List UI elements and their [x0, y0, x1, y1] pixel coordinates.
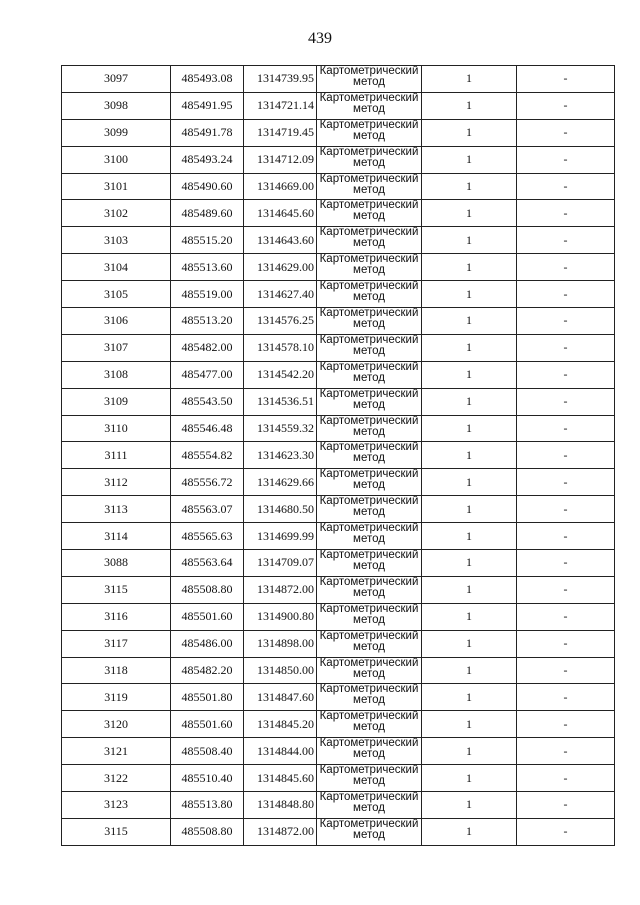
- x-coordinate-cell: 485554.82: [171, 442, 244, 469]
- point-number-cell: 3104: [62, 254, 171, 281]
- accuracy-cell: 1: [422, 388, 517, 415]
- table-row: [62, 334, 615, 361]
- accuracy-cell: 1: [422, 684, 517, 711]
- x-coordinate-cell: 485493.08: [171, 66, 244, 93]
- method-cell: Картометрический метод: [317, 146, 422, 173]
- accuracy-cell: 1: [422, 254, 517, 281]
- accuracy-cell: 1: [422, 119, 517, 146]
- accuracy-cell: 1: [422, 765, 517, 792]
- point-number-cell: 3114: [62, 523, 171, 550]
- point-number-cell: 3108: [62, 361, 171, 388]
- accuracy-cell: 1: [422, 630, 517, 657]
- method-cell: Картометрический метод: [317, 200, 422, 227]
- method-cell: Картометрический метод: [317, 657, 422, 684]
- x-coordinate-cell: 485513.20: [171, 308, 244, 335]
- x-coordinate-cell: 485513.60: [171, 254, 244, 281]
- x-coordinate-cell: 485508.80: [171, 576, 244, 603]
- table-row: [62, 711, 615, 738]
- page-number: 439: [308, 30, 332, 47]
- y-coordinate-cell: 1314680.50: [244, 496, 317, 523]
- point-number-cell: 3120: [62, 711, 171, 738]
- accuracy-cell: 1: [422, 792, 517, 819]
- y-coordinate-cell: 1314721.14: [244, 92, 317, 119]
- description-cell: -: [517, 361, 615, 388]
- x-coordinate-cell: 485543.50: [171, 388, 244, 415]
- table-row: [62, 254, 615, 281]
- table-row: [62, 792, 615, 819]
- table-row: [62, 415, 615, 442]
- coordinates-table-body: [62, 66, 615, 846]
- accuracy-cell: 1: [422, 576, 517, 603]
- y-coordinate-cell: 1314712.09: [244, 146, 317, 173]
- method-cell: Картометрический метод: [317, 415, 422, 442]
- method-cell: Картометрический метод: [317, 496, 422, 523]
- table-row: [62, 657, 615, 684]
- accuracy-cell: 1: [422, 66, 517, 93]
- x-coordinate-cell: 485482.00: [171, 334, 244, 361]
- description-cell: -: [517, 281, 615, 308]
- method-cell: Картометрический метод: [317, 173, 422, 200]
- description-cell: -: [517, 254, 615, 281]
- y-coordinate-cell: 1314848.80: [244, 792, 317, 819]
- y-coordinate-cell: 1314845.20: [244, 711, 317, 738]
- y-coordinate-cell: 1314536.51: [244, 388, 317, 415]
- table-row: [62, 684, 615, 711]
- y-coordinate-cell: 1314872.00: [244, 818, 317, 845]
- accuracy-cell: 1: [422, 818, 517, 845]
- point-number-cell: 3118: [62, 657, 171, 684]
- description-cell: -: [517, 657, 615, 684]
- method-cell: Картометрический метод: [317, 630, 422, 657]
- description-cell: -: [517, 200, 615, 227]
- point-number-cell: 3111: [62, 442, 171, 469]
- accuracy-cell: 1: [422, 334, 517, 361]
- accuracy-cell: 1: [422, 146, 517, 173]
- x-coordinate-cell: 485508.40: [171, 738, 244, 765]
- point-number-cell: 3121: [62, 738, 171, 765]
- table-row: [62, 173, 615, 200]
- x-coordinate-cell: 485513.80: [171, 792, 244, 819]
- method-cell: Картометрический метод: [317, 66, 422, 93]
- description-cell: -: [517, 388, 615, 415]
- point-number-cell: 3103: [62, 227, 171, 254]
- x-coordinate-cell: 485501.60: [171, 711, 244, 738]
- description-cell: -: [517, 66, 615, 93]
- method-cell: Картометрический метод: [317, 92, 422, 119]
- table-row: [62, 630, 615, 657]
- table-row: [62, 818, 615, 845]
- x-coordinate-cell: 485508.80: [171, 818, 244, 845]
- point-number-cell: 3115: [62, 818, 171, 845]
- description-cell: -: [517, 173, 615, 200]
- x-coordinate-cell: 485563.64: [171, 550, 244, 577]
- point-number-cell: 3110: [62, 415, 171, 442]
- point-number-cell: 3122: [62, 765, 171, 792]
- accuracy-cell: 1: [422, 469, 517, 496]
- description-cell: -: [517, 308, 615, 335]
- accuracy-cell: 1: [422, 523, 517, 550]
- x-coordinate-cell: 485490.60: [171, 173, 244, 200]
- x-coordinate-cell: 485563.07: [171, 496, 244, 523]
- table-row: [62, 227, 615, 254]
- point-number-cell: 3112: [62, 469, 171, 496]
- description-cell: -: [517, 738, 615, 765]
- method-cell: Картометрический метод: [317, 334, 422, 361]
- y-coordinate-cell: 1314629.00: [244, 254, 317, 281]
- table-row: [62, 765, 615, 792]
- y-coordinate-cell: 1314559.32: [244, 415, 317, 442]
- description-cell: -: [517, 576, 615, 603]
- point-number-cell: 3123: [62, 792, 171, 819]
- method-cell: Картометрический метод: [317, 523, 422, 550]
- description-cell: -: [517, 227, 615, 254]
- point-number-cell: 3115: [62, 576, 171, 603]
- accuracy-cell: 1: [422, 281, 517, 308]
- accuracy-cell: 1: [422, 308, 517, 335]
- x-coordinate-cell: 485515.20: [171, 227, 244, 254]
- method-cell: Картометрический метод: [317, 765, 422, 792]
- description-cell: -: [517, 523, 615, 550]
- method-cell: Картометрический метод: [317, 738, 422, 765]
- accuracy-cell: 1: [422, 227, 517, 254]
- method-cell: Картометрический метод: [317, 469, 422, 496]
- table-row: [62, 281, 615, 308]
- method-cell: Картометрический метод: [317, 442, 422, 469]
- x-coordinate-cell: 485501.80: [171, 684, 244, 711]
- y-coordinate-cell: 1314872.00: [244, 576, 317, 603]
- method-cell: Картометрический метод: [317, 792, 422, 819]
- table-row: [62, 603, 615, 630]
- accuracy-cell: 1: [422, 361, 517, 388]
- description-cell: -: [517, 818, 615, 845]
- point-number-cell: 3117: [62, 630, 171, 657]
- accuracy-cell: 1: [422, 415, 517, 442]
- x-coordinate-cell: 485482.20: [171, 657, 244, 684]
- description-cell: -: [517, 469, 615, 496]
- point-number-cell: 3098: [62, 92, 171, 119]
- y-coordinate-cell: 1314627.40: [244, 281, 317, 308]
- x-coordinate-cell: 485565.63: [171, 523, 244, 550]
- table-row: [62, 92, 615, 119]
- y-coordinate-cell: 1314645.60: [244, 200, 317, 227]
- accuracy-cell: 1: [422, 550, 517, 577]
- description-cell: -: [517, 146, 615, 173]
- x-coordinate-cell: 485546.48: [171, 415, 244, 442]
- table-row: [62, 361, 615, 388]
- y-coordinate-cell: 1314850.00: [244, 657, 317, 684]
- x-coordinate-cell: 485510.40: [171, 765, 244, 792]
- method-cell: Картометрический метод: [317, 388, 422, 415]
- method-cell: Картометрический метод: [317, 684, 422, 711]
- accuracy-cell: 1: [422, 603, 517, 630]
- method-cell: Картометрический метод: [317, 308, 422, 335]
- table-row: [62, 200, 615, 227]
- point-number-cell: 3106: [62, 308, 171, 335]
- y-coordinate-cell: 1314576.25: [244, 308, 317, 335]
- method-cell: Картометрический метод: [317, 818, 422, 845]
- description-cell: -: [517, 630, 615, 657]
- table-row: [62, 119, 615, 146]
- table-row: [62, 442, 615, 469]
- description-cell: -: [517, 415, 615, 442]
- accuracy-cell: 1: [422, 711, 517, 738]
- method-cell: Картометрический метод: [317, 227, 422, 254]
- point-number-cell: 3119: [62, 684, 171, 711]
- x-coordinate-cell: 485519.00: [171, 281, 244, 308]
- description-cell: -: [517, 765, 615, 792]
- table-row: [62, 308, 615, 335]
- table-row: [62, 146, 615, 173]
- description-cell: -: [517, 603, 615, 630]
- accuracy-cell: 1: [422, 92, 517, 119]
- y-coordinate-cell: 1314629.66: [244, 469, 317, 496]
- method-cell: Картометрический метод: [317, 603, 422, 630]
- point-number-cell: 3102: [62, 200, 171, 227]
- description-cell: -: [517, 711, 615, 738]
- y-coordinate-cell: 1314898.00: [244, 630, 317, 657]
- method-cell: Картометрический метод: [317, 119, 422, 146]
- y-coordinate-cell: 1314623.30: [244, 442, 317, 469]
- y-coordinate-cell: 1314739.95: [244, 66, 317, 93]
- y-coordinate-cell: 1314669.00: [244, 173, 317, 200]
- y-coordinate-cell: 1314643.60: [244, 227, 317, 254]
- method-cell: Картометрический метод: [317, 361, 422, 388]
- x-coordinate-cell: 485477.00: [171, 361, 244, 388]
- y-coordinate-cell: 1314542.20: [244, 361, 317, 388]
- description-cell: -: [517, 92, 615, 119]
- table-row: [62, 66, 615, 93]
- coordinates-table: [61, 65, 615, 846]
- x-coordinate-cell: 485486.00: [171, 630, 244, 657]
- description-cell: -: [517, 550, 615, 577]
- y-coordinate-cell: 1314578.10: [244, 334, 317, 361]
- accuracy-cell: 1: [422, 738, 517, 765]
- x-coordinate-cell: 485556.72: [171, 469, 244, 496]
- table-row: [62, 738, 615, 765]
- y-coordinate-cell: 1314699.99: [244, 523, 317, 550]
- method-cell: Картометрический метод: [317, 254, 422, 281]
- table-row: [62, 388, 615, 415]
- x-coordinate-cell: 485491.78: [171, 119, 244, 146]
- accuracy-cell: 1: [422, 442, 517, 469]
- x-coordinate-cell: 485501.60: [171, 603, 244, 630]
- y-coordinate-cell: 1314847.60: [244, 684, 317, 711]
- point-number-cell: 3088: [62, 550, 171, 577]
- accuracy-cell: 1: [422, 496, 517, 523]
- method-cell: Картометрический метод: [317, 711, 422, 738]
- accuracy-cell: 1: [422, 200, 517, 227]
- point-number-cell: 3097: [62, 66, 171, 93]
- table-row: [62, 496, 615, 523]
- point-number-cell: 3105: [62, 281, 171, 308]
- table-row: [62, 550, 615, 577]
- x-coordinate-cell: 485491.95: [171, 92, 244, 119]
- method-cell: Картометрический метод: [317, 281, 422, 308]
- accuracy-cell: 1: [422, 657, 517, 684]
- point-number-cell: 3100: [62, 146, 171, 173]
- description-cell: -: [517, 119, 615, 146]
- y-coordinate-cell: 1314900.80: [244, 603, 317, 630]
- y-coordinate-cell: 1314709.07: [244, 550, 317, 577]
- point-number-cell: 3109: [62, 388, 171, 415]
- y-coordinate-cell: 1314845.60: [244, 765, 317, 792]
- accuracy-cell: 1: [422, 173, 517, 200]
- table-row: [62, 576, 615, 603]
- description-cell: -: [517, 442, 615, 469]
- point-number-cell: 3099: [62, 119, 171, 146]
- method-cell: Картометрический метод: [317, 550, 422, 577]
- method-cell: Картометрический метод: [317, 576, 422, 603]
- point-number-cell: 3101: [62, 173, 171, 200]
- table-row: [62, 469, 615, 496]
- y-coordinate-cell: 1314844.00: [244, 738, 317, 765]
- description-cell: -: [517, 496, 615, 523]
- point-number-cell: 3113: [62, 496, 171, 523]
- x-coordinate-cell: 485489.60: [171, 200, 244, 227]
- y-coordinate-cell: 1314719.45: [244, 119, 317, 146]
- table-row: [62, 523, 615, 550]
- description-cell: -: [517, 334, 615, 361]
- point-number-cell: 3116: [62, 603, 171, 630]
- point-number-cell: 3107: [62, 334, 171, 361]
- description-cell: -: [517, 684, 615, 711]
- description-cell: -: [517, 792, 615, 819]
- x-coordinate-cell: 485493.24: [171, 146, 244, 173]
